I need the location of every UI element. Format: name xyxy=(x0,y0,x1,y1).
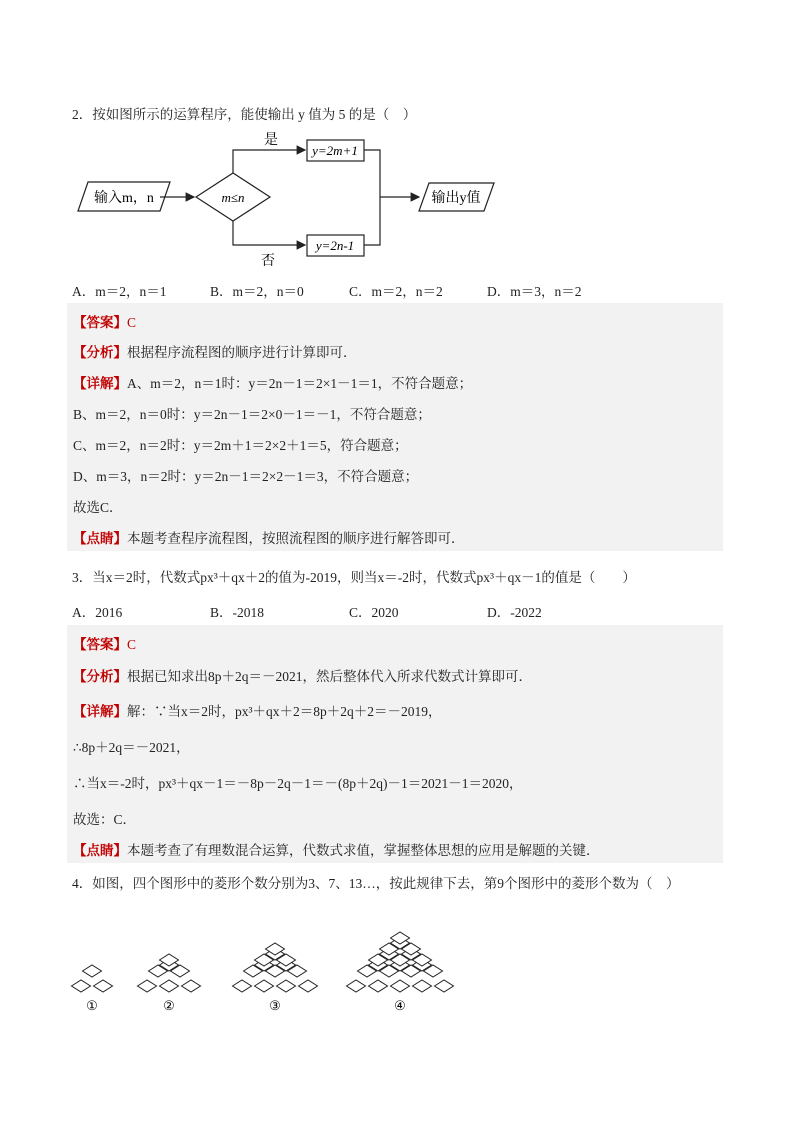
rhombus xyxy=(83,965,102,977)
rhombus xyxy=(277,980,296,992)
rhombus xyxy=(347,980,366,992)
rhombus xyxy=(299,980,318,992)
q2-analysis-row xyxy=(73,341,357,361)
q3-option-d[interactable]: D．-2022 xyxy=(487,605,542,620)
q3-detail-line: 解：∵当x＝2时，px³＋qx＋2＝8p＋2q＋2＝－2019， xyxy=(127,704,442,719)
flow-merge-line xyxy=(364,150,380,245)
q2-detail-line: B、m＝2，n＝0时：y＝2n－1＝2×0－1＝－1，不符合题意； xyxy=(73,407,431,422)
flow-yes-label: 是 xyxy=(264,133,278,148)
q3-answer-row xyxy=(73,633,136,653)
q2-option-a[interactable]: A．m＝2，n＝1 xyxy=(72,284,167,299)
rhombus xyxy=(72,980,91,992)
answer-tag: 【答案】 xyxy=(73,637,127,652)
comment-tag: 【点睛】 xyxy=(73,843,127,858)
q2-option-d[interactable]: D．m＝3，n＝2 xyxy=(487,284,582,299)
q2-option-b[interactable]: B．m＝2，n＝0 xyxy=(210,284,304,299)
figure-label-3: ③ xyxy=(269,998,281,1013)
q3-question: 3．当x＝2时，代数式px³＋qx＋2的值为-2019，则当x＝-2时，代数式px³＋qx－1的值是（ ） xyxy=(72,570,636,585)
rhombus xyxy=(160,980,179,992)
flow-no-line xyxy=(233,221,305,245)
q3-option-a[interactable]: A．2016 xyxy=(72,605,123,620)
q3-detail-row xyxy=(73,700,442,720)
q2-detail-line: C、m＝2，n＝2时：y＝2m＋1＝2×2＋1＝5，符合题意； xyxy=(73,438,408,453)
q2-detail-line: A、m＝2，n＝1时：y＝2n－1＝2×1－1＝1，不符合题意； xyxy=(127,376,473,391)
q2-flowchart xyxy=(0,128,794,278)
q2-option-c[interactable]: C．m＝2，n＝2 xyxy=(349,284,443,299)
q4-question: 4．如图，四个图形中的菱形个数分别为3、7、13…，按此规律下去，第9个图形中的菱形个数为（ ） xyxy=(72,876,680,891)
q3-comment: 本题考查了有理数混合运算，代数式求值，掌握整体思想的应用是解题的关键． xyxy=(127,843,600,858)
rhombus xyxy=(255,980,274,992)
q2-comment: 本题考查程序流程图，按照流程图的顺序进行解答即可． xyxy=(127,531,465,546)
q3-analysis: 根据已知求出8p＋2q＝－2021，然后整体代入所求代数式计算即可． xyxy=(127,669,532,684)
q3-analysis-row xyxy=(73,665,532,685)
figure-label-4: ④ xyxy=(394,998,406,1013)
rhombus xyxy=(413,980,432,992)
q2-detail-row xyxy=(73,372,472,392)
figure-label-1: ① xyxy=(86,998,98,1013)
flow-yes-box-label: y=2m+1 xyxy=(312,143,358,158)
q2-analysis: 根据程序流程图的顺序进行计算即可． xyxy=(127,345,357,360)
rhombus xyxy=(435,980,454,992)
q3-detail-line: ∴8p＋2q＝－2021， xyxy=(73,740,190,755)
rhombus xyxy=(94,980,113,992)
flow-input-label: 输入m，n xyxy=(94,191,154,206)
rhombus xyxy=(138,980,157,992)
q2-comment-row xyxy=(73,527,465,547)
q4-rhombus-figure xyxy=(0,900,794,1030)
q3-detail-line: 故选：C． xyxy=(73,812,137,827)
analysis-tag: 【分析】 xyxy=(73,345,127,360)
flow-no-box-label: y=2n-1 xyxy=(315,238,355,253)
q2-question: 2．按如图所示的运算程序，能使输出 y 值为 5 的是（ ） xyxy=(72,107,417,122)
rhombus xyxy=(391,980,410,992)
q3-solution-panel xyxy=(67,625,723,863)
q2-detail-line: 故选C． xyxy=(73,500,123,515)
flow-output-label: 输出y值 xyxy=(431,191,481,206)
flow-condition-label: m≤n xyxy=(221,190,245,205)
detail-tag: 【详解】 xyxy=(73,376,127,391)
q3-comment-row xyxy=(73,839,600,859)
answer-tag: 【答案】 xyxy=(73,315,127,330)
q3-answer: C xyxy=(127,637,137,652)
detail-tag: 【详解】 xyxy=(73,704,127,719)
figure-label-2: ② xyxy=(163,998,175,1013)
q2-detail-line: D、m＝3，n＝2时：y＝2n－1＝2×2－1＝3，不符合题意； xyxy=(73,469,419,484)
q3-option-c[interactable]: C．2020 xyxy=(349,605,399,620)
q2-answer: C xyxy=(127,315,137,330)
flow-yes-line xyxy=(233,150,305,173)
q3-option-b[interactable]: B．-2018 xyxy=(210,605,264,620)
q2-solution-panel xyxy=(67,303,723,551)
comment-tag: 【点睛】 xyxy=(73,531,127,546)
rhombus xyxy=(369,980,388,992)
q3-detail-line: ∴当x＝-2时，px³＋qx－1＝－8p－2q－1＝－(8p＋2q)－1＝2021－1＝2020， xyxy=(73,776,523,791)
flow-no-label: 否 xyxy=(261,254,275,269)
q2-answer-row xyxy=(73,311,136,331)
rhombus xyxy=(233,980,252,992)
analysis-tag: 【分析】 xyxy=(73,669,127,684)
rhombus xyxy=(182,980,201,992)
